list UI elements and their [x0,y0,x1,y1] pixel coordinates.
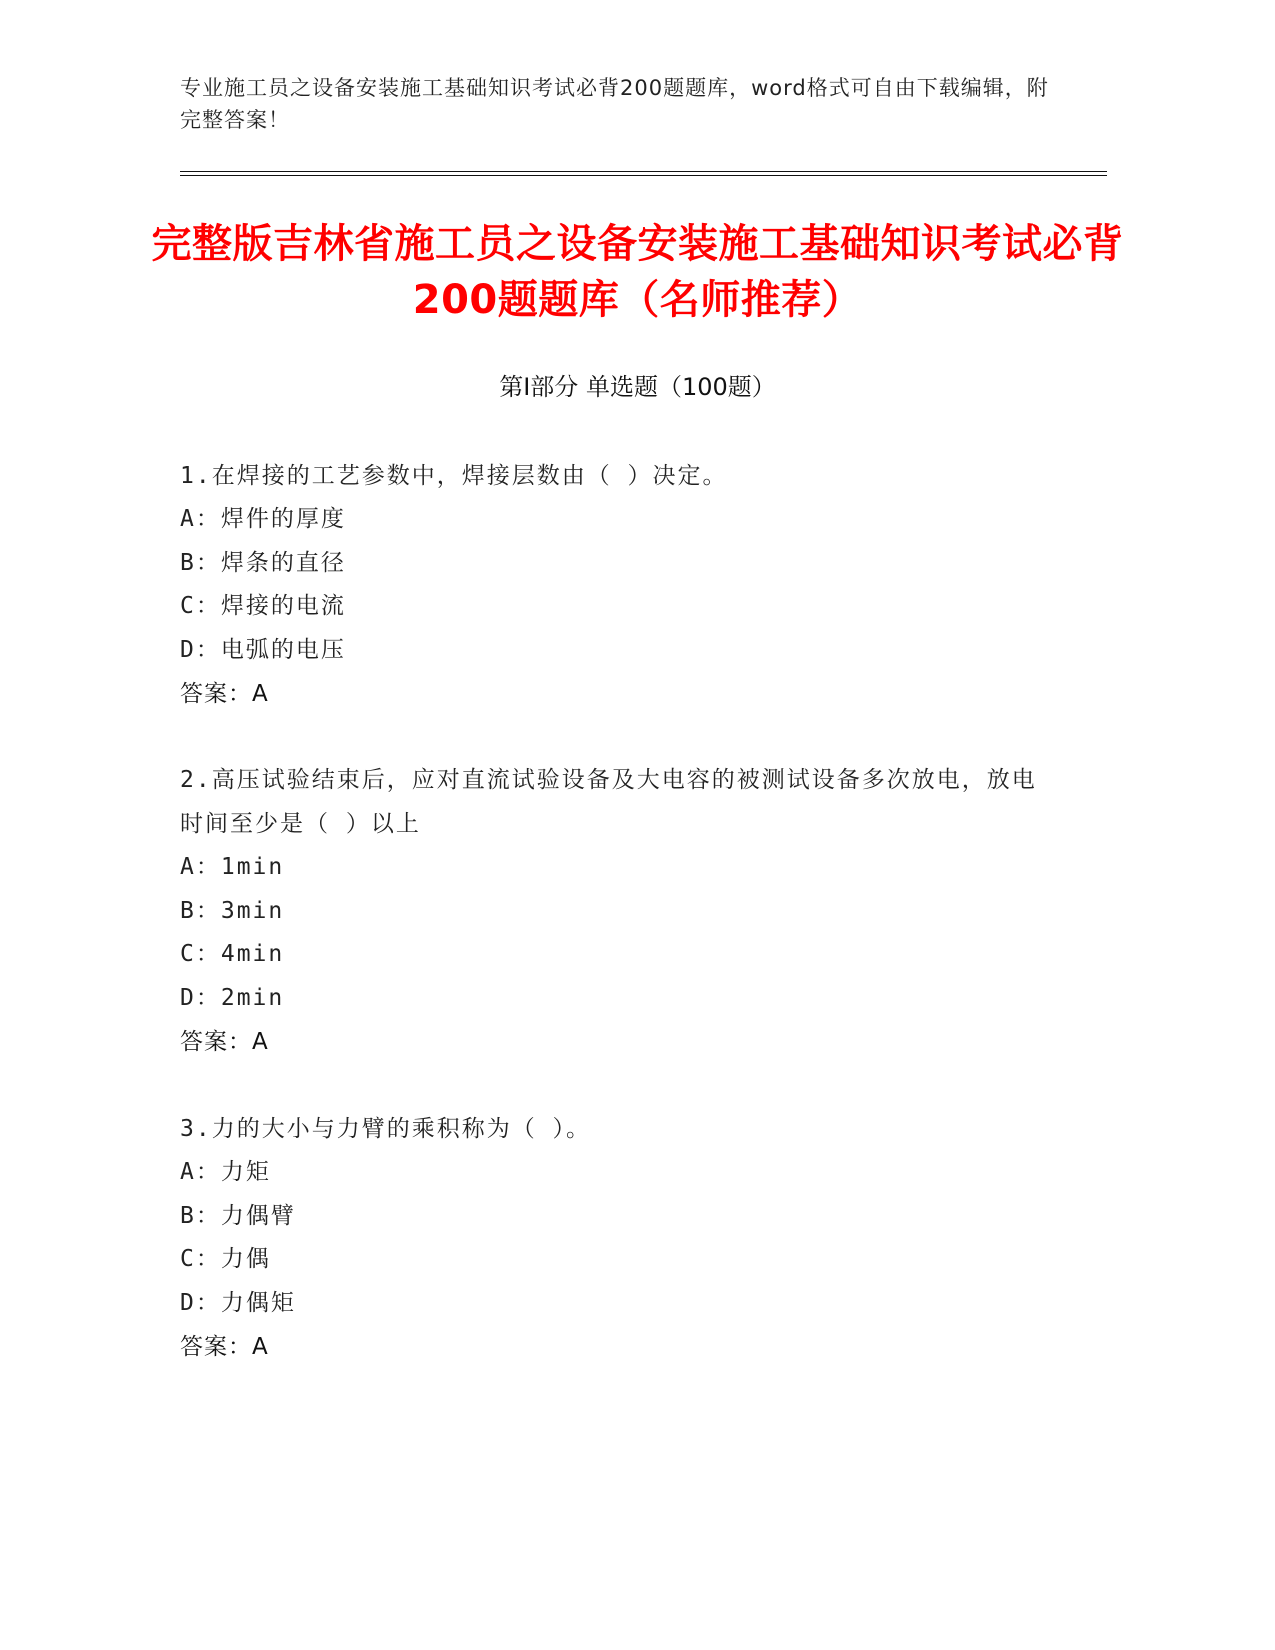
option-c: C：力偶 [180,1246,271,1272]
option-b: B：3min [180,897,285,924]
document-title: 完整版吉林省施工员之设备安装施工基础知识考试必背200题题库（名师推荐） [151,221,1124,323]
header-note: 专业施工员之设备安装施工基础知识考试必背200题题库，word格式可自由下载编辑，附完整答案！ [180,76,1049,132]
section-title: 第Ⅰ部分 单选题（100题） [499,373,776,401]
question-item [180,758,1040,1064]
option-d: D：电弧的电压 [180,636,346,663]
question-stem: 2.高压试验结束后，应对直流试验设备及大电容的被测试设备多次放电，放电时间至少是（ ）以上 [180,767,1037,837]
option-c: C：焊接的电流 [180,593,346,619]
option-a: A：1min [180,854,285,880]
option-b: B：力偶臂 [180,1202,296,1229]
option-a: A：力矩 [180,1159,271,1185]
option-d: D：力偶矩 [180,1289,296,1316]
answer-line: 答案：A [180,1334,269,1360]
option-c: C：4min [180,941,285,967]
header-divider-top [180,171,1107,172]
question-item [180,454,1040,716]
header-divider-bottom [180,175,1107,176]
answer-line: 答案：A [180,681,269,707]
option-a: A：焊件的厚度 [180,506,346,532]
option-b: B：焊条的直径 [180,549,346,576]
option-d: D：2min [180,984,285,1011]
question-stem: 3.力的大小与力臂的乘积称为（ ）。 [180,1116,592,1142]
question-item [180,1107,1040,1369]
answer-line: 答案：A [180,1029,269,1055]
question-stem: 1.在焊接的工艺参数中，焊接层数由（ ）决定。 [180,463,728,489]
